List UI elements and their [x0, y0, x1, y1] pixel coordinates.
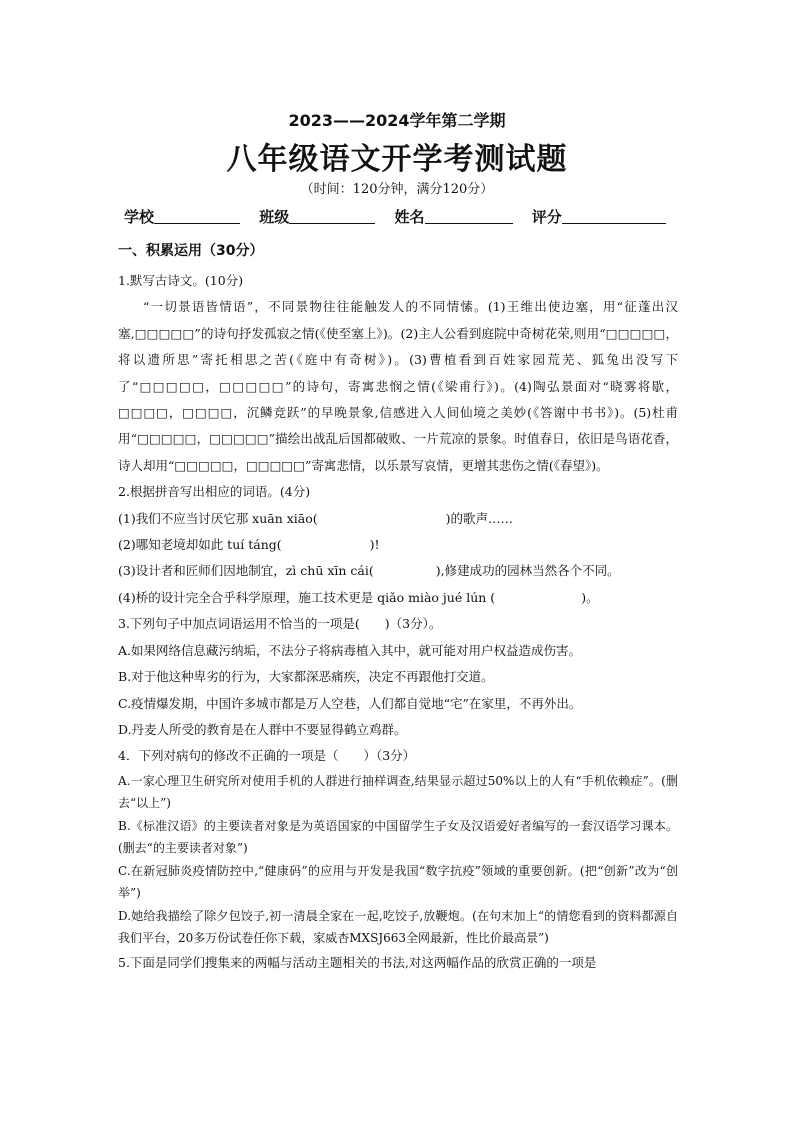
exam-subtitle: （时间：120分钟，满分120分） — [300, 182, 494, 197]
section-heading: 一、积累运用（30分） — [118, 243, 264, 259]
page-title: 八年级语文开学考测试题 — [226, 142, 568, 177]
q5-stem: 5.下面是同学们搜集来的两幅与活动主题相关的书法,对这两幅作品的欣赏正确的一项是 — [118, 954, 597, 970]
q3-option-c: C.疫情爆发期，中国许多城市都是万人空巷，人们都自觉地“宅”在家里，不再外出。 — [118, 695, 582, 711]
student-info-fields — [124, 206, 684, 227]
q2-item: (3)设计者和匠师们因地制宜，zì chū xīn cái( ),修建成功的园林当然各个不同。 — [118, 563, 620, 579]
q4-option-b: B.《标准汉语》的主要读者对象是为英语国家的中国留学生子女及汉语爱好者编写的一套汉语学习课本。(删去“的主要读者对象”) — [118, 818, 678, 856]
school-year: 2023——2024学年第二学期 — [288, 111, 506, 130]
q1-body: “一切景语皆情语”，不同景物往往能触发人的不同情愫。(1)王维出使边塞，用“征蓬出汉塞,□□□□□”的诗句抒发孤寂之情(《使至塞上》)。(2)主人公看到庭院中奇树花荣,则用“□□□□□，将以遗所思”寄托相思之苦(《庭中有奇树》)。(3)曹植看到百姓家园荒芜、狐兔出没写下了“□□□□□，□□□□□”的诗句，寄寓悲悯之情(《梁甫行》)。(4)陶弘景面对“晓雾将歇，□□□□，□□□□，沉鳞竞跃”的早晚景象,信感进入人间仙境之美妙(《答谢中书书》)。(5)杜甫用“□□□□□，□□□□□”描绘出战乱后国都破败、一片荒凉的景象。时值春日，依旧是鸟语花香，诗人却用“□□□□□，□□□□□”寄寓悲情，以乐景写哀情，更增其悲伤之情(《春望》)。 — [118, 299, 678, 473]
q3-option-d: D.丹麦人所受的教育是在人群中不要显得鹤立鸡群。 — [118, 721, 407, 737]
name-blank[interactable] — [425, 209, 513, 224]
q4-option-a: A.一家心理卫生研究所对使用手机的人群进行抽样调查,结果显示超过50%以上的人有“手机依赖症”。(删去“以上”) — [118, 773, 678, 811]
school-blank[interactable] — [154, 209, 240, 224]
q2-stem: 2.根据拼音写出相应的词语。(4分) — [118, 484, 311, 500]
q4-stem: 4．下列对病句的修改不正确的一项是（ ）（3分） — [118, 748, 416, 764]
q3-option-a: A.如果网络信息藏污纳垢，不法分子将病毒植入其中，就可能对用户权益造成伤害。 — [118, 642, 582, 658]
q2-item: (1)我们不应当讨厌它那 xuān xiāo( )的歌声…… — [118, 510, 514, 526]
q2-item: (4)桥的设计完全合乎科学原理，施工技术更是 qiǎo miào jué lún ( )。 — [118, 589, 599, 605]
q3-option-b: B.对于他这种卑劣的行为，大家都深恶痛疾，决定不再跟他打交道。 — [118, 669, 494, 685]
q2-item: (2)哪知老境却如此 tuí táng( )! — [118, 537, 380, 553]
q3-stem: 3.下列句子中加点词语运用不恰当的一项是( )（3分）。 — [118, 616, 442, 632]
field-score-label: 评分 — [531, 208, 562, 226]
field-school-label: 学校 — [124, 208, 155, 226]
q1-stem: 1.默写古诗文。(10分) — [118, 273, 244, 288]
field-name-label: 姓名 — [394, 208, 425, 226]
questions — [118, 268, 678, 976]
score-blank[interactable] — [562, 209, 666, 224]
class-blank[interactable] — [289, 209, 375, 224]
q4-option-c: C.在新冠肺炎疫情防控中,“健康码”的应用与开发是我国“数字抗疫”领域的重要创新。(把“创新”改为“创举”) — [118, 863, 678, 901]
q4-option-d: D.她给我描绘了除夕包饺子,初一清晨全家在一起,吃饺子,放鞭炮。(在句末加上“的情您看到的资料都源自我们平台，20多万份试卷任你下载，家威杏MXSJ663全网最新，性比价最高景”) — [118, 908, 678, 946]
field-class-label: 班级 — [259, 208, 290, 226]
